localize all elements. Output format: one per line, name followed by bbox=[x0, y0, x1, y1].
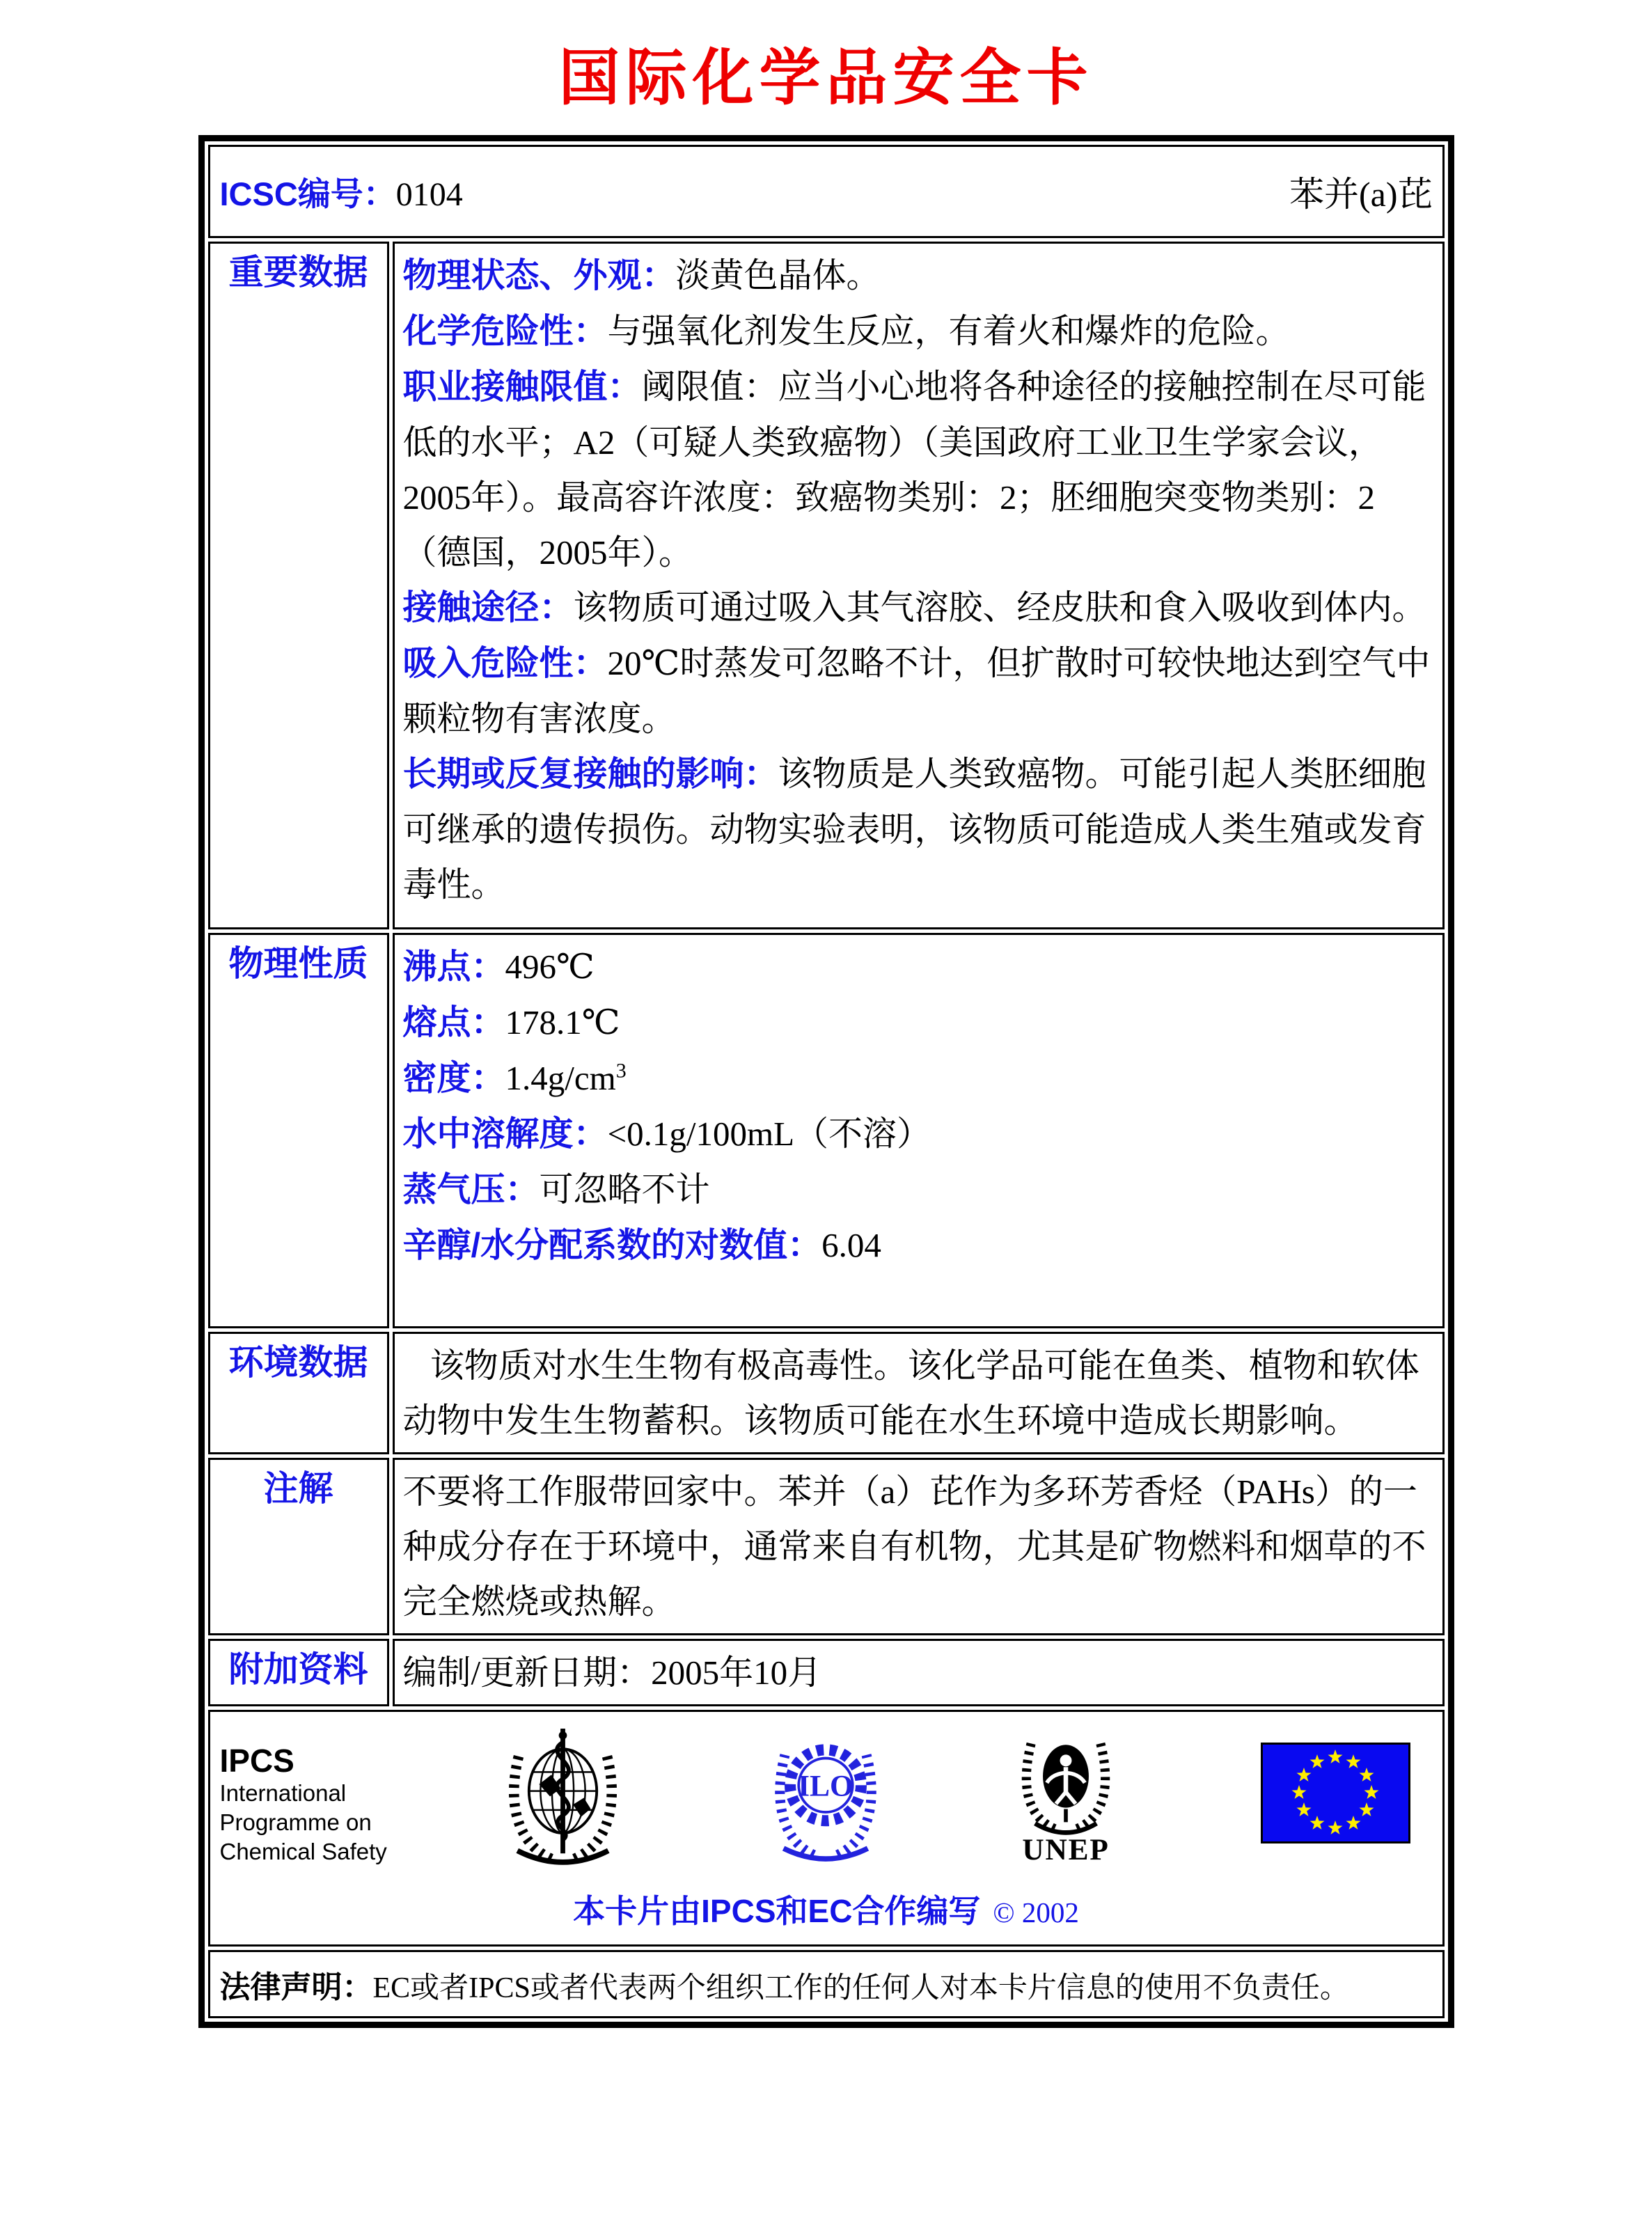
physical-item bbox=[403, 1218, 1434, 1273]
item-text: 该物质可通过吸入其气溶胶、经皮肤和食入吸收到体内。 bbox=[573, 588, 1426, 627]
environment-row bbox=[208, 1332, 1445, 1454]
logos-caption bbox=[220, 1886, 1433, 1937]
row-label-environment: 环境数据 bbox=[208, 1332, 389, 1454]
item-label: 水中溶解度： bbox=[402, 1115, 608, 1153]
notes-text: 不要将工作服带回家中。苯并（a）芘作为多环芳香烃（PAHs）的一种成分存在于环境中，通常来自有机物，尤其是矿物燃料和烟草的不完全燃烧或热解。 bbox=[402, 1472, 1426, 1621]
icsc-number-value: 0104 bbox=[395, 175, 463, 213]
legal-cell bbox=[208, 1950, 1445, 2018]
item-label: 吸入危险性： bbox=[402, 645, 608, 682]
row-label-physical-properties: 物理性质 bbox=[208, 933, 389, 1328]
logos-row bbox=[208, 1710, 1445, 1947]
important-item bbox=[403, 746, 1434, 912]
important-item bbox=[403, 636, 1434, 746]
item-text: 6.04 bbox=[821, 1226, 881, 1264]
unep-letters: UNEP bbox=[1021, 1832, 1110, 1866]
physical-properties-content bbox=[393, 933, 1445, 1328]
notes-content bbox=[393, 1458, 1445, 1635]
caption-text: 本卡片由IPCS和EC合作编写 bbox=[573, 1893, 981, 1929]
item-label: 职业接触限值： bbox=[402, 368, 642, 406]
item-text: 496℃ bbox=[505, 948, 595, 986]
item-label: 蒸气压： bbox=[402, 1171, 540, 1209]
important-data-row bbox=[208, 242, 1445, 929]
unep-logo-icon bbox=[1010, 1723, 1122, 1876]
item-text: <0.1g/100mL（不溶） bbox=[607, 1115, 931, 1153]
row-label-additional-info: 附加资料 bbox=[208, 1639, 389, 1706]
physical-item bbox=[403, 1051, 1434, 1106]
legal-label: 法律声明： bbox=[219, 1970, 373, 2004]
environment-text: 该物质对水生生物有极高毒性。该化学品可能在鱼类、植物和软体动物中发生生物蓄积。该物质可能在水生环境中造成长期影响。 bbox=[402, 1346, 1419, 1440]
who-logo-icon bbox=[498, 1723, 627, 1869]
additional-info-row bbox=[208, 1639, 1445, 1706]
icsc-number-label: ICSC编号： bbox=[219, 175, 396, 212]
page-title: 国际化学品安全卡 bbox=[558, 43, 1094, 112]
item-label: 物理状态、外观： bbox=[402, 257, 676, 294]
physical-item bbox=[403, 939, 1434, 995]
item-label: 沸点： bbox=[402, 948, 505, 986]
item-text: 20℃时蒸发可忽略不计，但扩散时可较快地达到空气中颗粒物有害浓度。 bbox=[402, 644, 1431, 738]
ilo-logo-icon bbox=[766, 1723, 885, 1869]
item-text: 1.4g/cm bbox=[505, 1059, 616, 1097]
icsc-table bbox=[198, 135, 1454, 2028]
important-item bbox=[403, 304, 1434, 359]
item-text: 淡黄色晶体。 bbox=[675, 256, 881, 294]
important-item bbox=[403, 580, 1434, 636]
item-label: 接触途径： bbox=[402, 589, 574, 627]
ipcs-title: IPCS bbox=[219, 1743, 294, 1779]
physical-item bbox=[403, 1106, 1434, 1162]
item-label: 辛醇/水分配系数的对数值： bbox=[402, 1227, 822, 1264]
physical-item bbox=[403, 1162, 1434, 1218]
item-label: 化学危险性： bbox=[402, 313, 608, 350]
header-cell bbox=[208, 145, 1445, 238]
item-label: 密度： bbox=[402, 1060, 505, 1097]
eu-flag-icon bbox=[1261, 1743, 1410, 1847]
ilo-letters: ILO bbox=[797, 1769, 853, 1803]
icsc-number-group bbox=[220, 168, 463, 215]
chemical-name: 苯并(a)芘 bbox=[1289, 175, 1433, 214]
environment-content bbox=[393, 1332, 1445, 1454]
important-data-content bbox=[393, 242, 1445, 929]
item-label: 熔点： bbox=[402, 1004, 505, 1041]
ipcs-subtitle-line: International bbox=[219, 1780, 347, 1806]
ipcs-subtitle-line: Programme on bbox=[219, 1809, 372, 1835]
important-item bbox=[403, 248, 1434, 304]
additional-info-content bbox=[393, 1639, 1445, 1706]
item-text: 阈限值：应当小心地将各种途径的接触控制在尽可能低的水平；A2（可疑人类致癌物）（美国政府工业卫生学家会议，2005年）。最高容许浓度：致癌物类别：2；胚细胞突变物类别：2（德国，2005年）。 bbox=[402, 368, 1426, 572]
notes-row bbox=[208, 1458, 1445, 1635]
important-item bbox=[403, 359, 1434, 580]
item-text: 178.1℃ bbox=[505, 1003, 620, 1041]
physical-properties-row bbox=[208, 933, 1445, 1328]
row-label-notes: 注解 bbox=[208, 1458, 389, 1635]
additional-info-text: 编制/更新日期：2005年10月 bbox=[402, 1653, 822, 1692]
item-label: 长期或反复接触的影响： bbox=[402, 755, 778, 793]
superscript: 3 bbox=[615, 1059, 627, 1083]
logos-cell bbox=[208, 1710, 1445, 1947]
item-text: 可忽略不计 bbox=[539, 1170, 710, 1209]
caption-copyright: © 2002 bbox=[993, 1896, 1079, 1928]
physical-item bbox=[403, 995, 1434, 1051]
ipcs-text-block bbox=[220, 1723, 394, 1866]
legal-row bbox=[208, 1950, 1445, 2018]
ipcs-subtitle-line: Chemical Safety bbox=[219, 1839, 387, 1864]
legal-text: EC或者IPCS或者代表两个组织工作的任何人对本卡片信息的使用不负责任。 bbox=[372, 1972, 1349, 2004]
item-text: 该物质是人类致癌物。可能引起人类胚细胞可继承的遗传损伤。动物实验表明，该物质可能造成人类生殖或发育毒性。 bbox=[402, 755, 1426, 904]
header-row bbox=[208, 145, 1445, 238]
row-label-important-data: 重要数据 bbox=[208, 242, 389, 929]
item-text: 与强氧化剂发生反应，有着火和爆炸的危险。 bbox=[607, 312, 1290, 350]
